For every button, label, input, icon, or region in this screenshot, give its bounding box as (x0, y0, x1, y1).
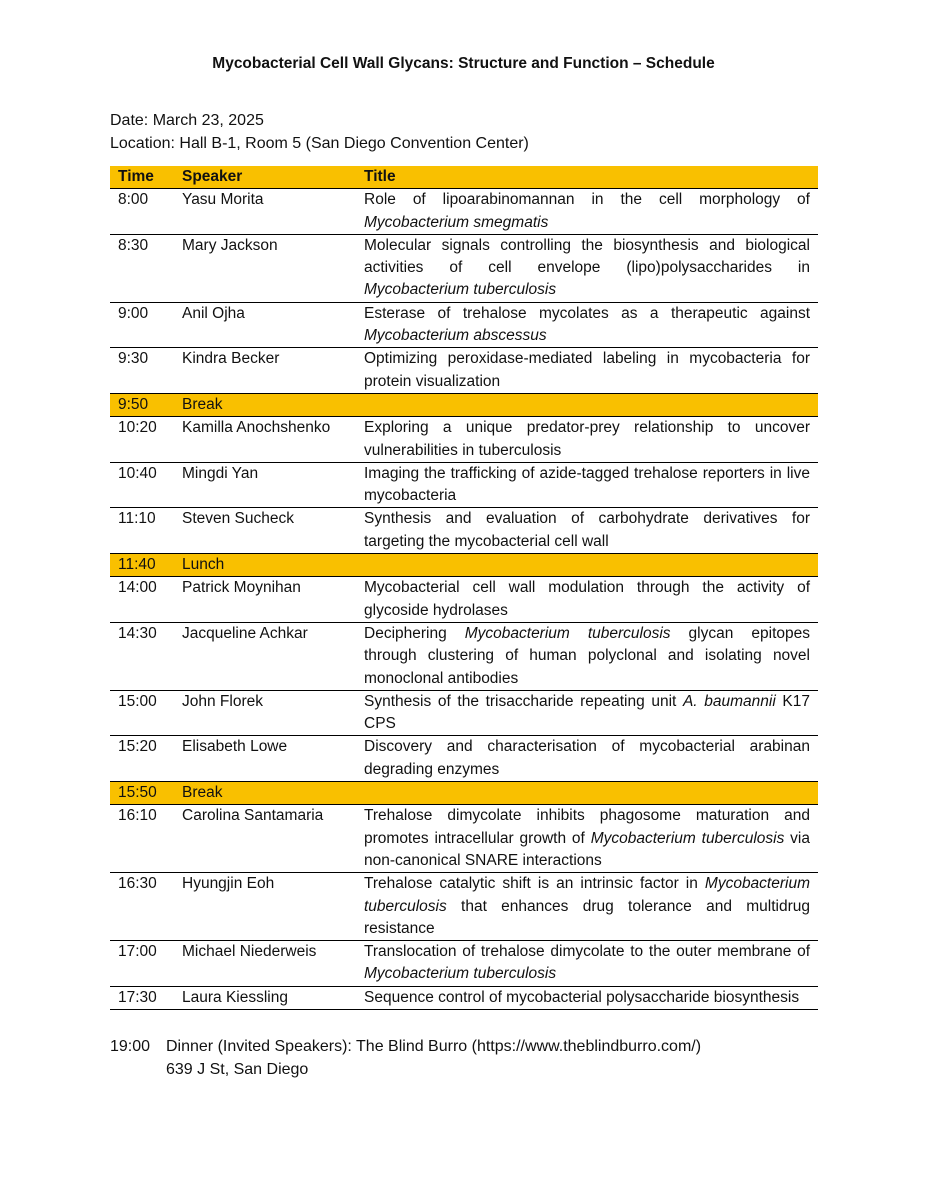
title-segment: Optimizing peroxidase-mediated labeling in mycobacteria for protein visualization (364, 350, 810, 390)
row-time: 16:10 (110, 805, 182, 873)
row-title (364, 736, 818, 782)
table-row (110, 234, 818, 302)
title-italic-segment: Mycobacterium tuberculosis (364, 281, 557, 299)
title-segment: Molecular signals controlling the biosynthesis and biological activities of cell envelope (lipo)polysaccharides in (364, 236, 810, 277)
row-title (364, 417, 818, 463)
title-segment: Translocation of trehalose dimycolate to the outer membrane of (364, 943, 810, 961)
table-row (110, 622, 818, 690)
break-row (110, 782, 818, 805)
row-title (364, 234, 818, 302)
row-speaker: Kamilla Anochshenko (182, 417, 364, 463)
row-speaker: Hyungjin Eoh (182, 873, 364, 941)
row-time: 16:30 (110, 873, 182, 941)
event-location: Location: Hall B-1, Room 5 (San Diego Convention Center) (110, 134, 529, 152)
title-italic-segment: Mycobacterium tuberculosis (364, 965, 557, 983)
title-segment: Exploring a unique predator-prey relationship to uncover vulnerabilities in tuberculosis (364, 419, 810, 459)
row-speaker: Patrick Moynihan (182, 577, 364, 623)
dinner-info (110, 1036, 701, 1081)
row-speaker: Kindra Becker (182, 348, 364, 394)
row-time: 15:00 (110, 690, 182, 736)
table-row (110, 348, 818, 394)
table-row (110, 941, 818, 987)
row-speaker: Mingdi Yan (182, 462, 364, 508)
row-title (364, 348, 818, 394)
row-time: 14:30 (110, 622, 182, 690)
row-time: 10:40 (110, 462, 182, 508)
table-row (110, 577, 818, 623)
row-speaker: Anil Ojha (182, 302, 364, 348)
title-segment: Synthesis and evaluation of carbohydrate derivatives for targeting the mycobacterial cell wall (364, 510, 810, 550)
row-time: 9:00 (110, 302, 182, 348)
row-title (364, 302, 818, 348)
row-title (364, 622, 818, 690)
row-time: 15:50 (110, 782, 182, 805)
table-row (110, 417, 818, 463)
row-speaker: Carolina Santamaria (182, 805, 364, 873)
title-segment: Imaging the trafficking of azide-tagged trehalose reporters in live mycobacteria (364, 464, 810, 505)
row-time: 11:40 (110, 554, 182, 577)
row-title (364, 462, 818, 508)
row-title (364, 189, 818, 235)
row-time: 9:30 (110, 348, 182, 394)
row-time: 17:30 (110, 986, 182, 1009)
row-title (364, 873, 818, 941)
title-segment: Synthesis of the trisaccharide repeating unit (364, 692, 683, 710)
title-segment: Esterase of trehalose mycolates as a therapeutic against (364, 304, 810, 322)
row-title (364, 805, 818, 873)
row-time: 8:00 (110, 189, 182, 235)
row-time: 9:50 (110, 393, 182, 416)
break-row (110, 554, 818, 577)
break-label: Lunch (182, 554, 818, 577)
title-segment: Trehalose dimycolate inhibits phagosome maturation and promotes intracellular growth of (364, 807, 810, 847)
table-row (110, 805, 818, 873)
title-italic-segment: Mycobacterium tuberculosis (464, 624, 671, 642)
row-speaker: Laura Kiessling (182, 986, 364, 1009)
title-segment: via non-canonical SNARE interactions (364, 829, 811, 869)
dinner-address: 639 J St, San Diego (166, 1060, 309, 1078)
row-speaker: Elisabeth Lowe (182, 736, 364, 782)
row-time: 17:00 (110, 941, 182, 987)
table-row (110, 986, 818, 1009)
title-segment: Discovery and characterisation of mycobacterial arabinan degrading enzymes (364, 738, 810, 778)
title-segment: Deciphering (364, 624, 465, 642)
row-title (364, 577, 818, 623)
dinner-line (110, 1036, 701, 1059)
row-time: 11:10 (110, 508, 182, 554)
event-date: Date: March 23, 2025 (110, 112, 264, 129)
row-speaker: Mary Jackson (182, 234, 364, 302)
row-time: 15:20 (110, 736, 182, 782)
row-time: 8:30 (110, 234, 182, 302)
title-segment: Trehalose catalytic shift is an intrinsic factor in (364, 875, 705, 893)
row-time: 14:00 (110, 577, 182, 623)
row-speaker: John Florek (182, 690, 364, 736)
header-title: Title (364, 166, 818, 189)
document-title: Mycobacterial Cell Wall Glycans: Structure and Function – Schedule (212, 55, 715, 72)
row-title (364, 986, 818, 1009)
title-italic-segment: Mycobacterium smegmatis (364, 213, 549, 231)
title-segment: K17 CPS (364, 692, 810, 733)
table-row (110, 690, 818, 736)
table-row (110, 508, 818, 554)
event-meta (110, 110, 529, 155)
title-italic-segment: A. baumannii (682, 692, 776, 710)
break-label: Break (182, 782, 818, 805)
schedule-table (110, 166, 818, 1010)
dinner-time: 19:00 (110, 1038, 151, 1055)
break-row (110, 393, 818, 416)
row-speaker: Michael Niederweis (182, 941, 364, 987)
header-time: Time (110, 166, 182, 189)
table-row (110, 462, 818, 508)
row-title (364, 690, 818, 736)
title-italic-segment: Mycobacterium tuberculosis (364, 875, 810, 915)
title-segment: Role of lipoarabinomannan in the cell morphology of (364, 191, 810, 209)
table-row (110, 736, 818, 782)
header-speaker: Speaker (182, 166, 364, 189)
title-italic-segment: Mycobacterium tuberculosis (590, 829, 785, 847)
dinner-text: Dinner (Invited Speakers): The Blind Burro (https://www.theblindburro.com/) (166, 1038, 702, 1055)
table-row (110, 189, 818, 235)
title-segment: Sequence control of mycobacterial polysaccharide biosynthesis (364, 988, 800, 1006)
table-row (110, 302, 818, 348)
break-label: Break (182, 393, 818, 416)
row-title (364, 941, 818, 987)
row-speaker: Steven Sucheck (182, 508, 364, 554)
title-segment: that enhances drug tolerance and multidrug resistance (364, 897, 810, 937)
table-header-row (110, 166, 818, 189)
row-time: 10:20 (110, 417, 182, 463)
title-segment: glycan epitopes through clustering of human polyclonal and isolating novel monoclonal antibodies (364, 624, 810, 687)
title-italic-segment: Mycobacterium abscessus (364, 327, 547, 345)
row-title (364, 508, 818, 554)
row-speaker: Yasu Morita (182, 189, 364, 235)
table-row (110, 873, 818, 941)
row-speaker: Jacqueline Achkar (182, 622, 364, 690)
title-segment: Mycobacterial cell wall modulation through the activity of glycoside hydrolases (364, 579, 810, 619)
